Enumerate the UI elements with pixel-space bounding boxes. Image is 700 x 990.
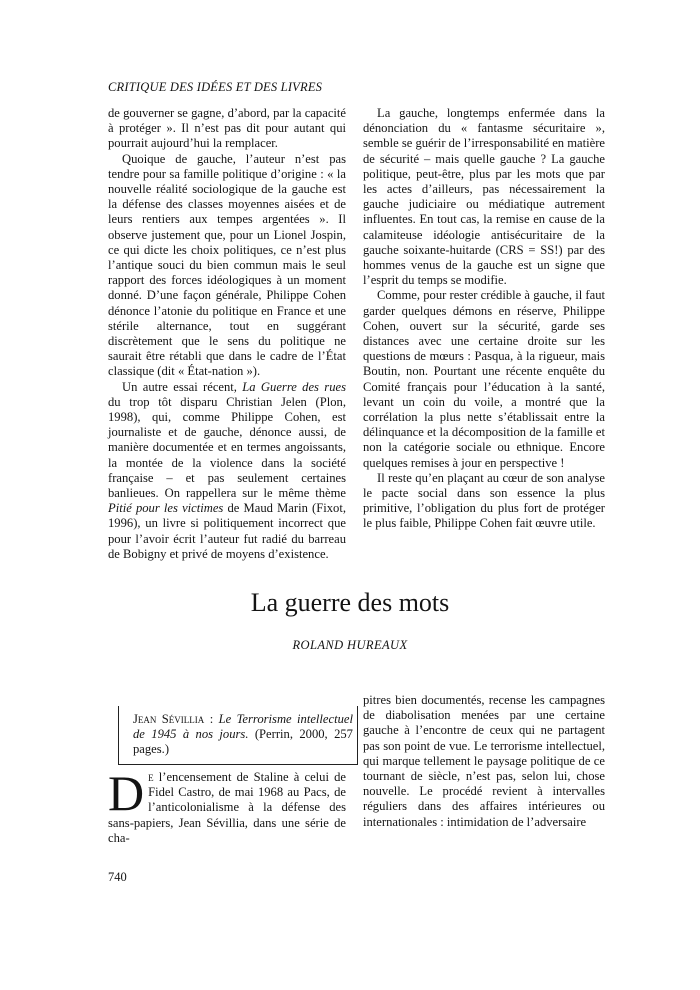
- paragraph: Comme, pour rester crédible à gauche, il faut garder quelques démons en réserve, Philippe Cohen, ouvert sur la sécurité, garde ses distances avec une certaine droite sur les questions de mœurs : Pasqua, à la rigueur, mais Boutin, non. Pourtant une récente enquête du Comité français pour l’éducation à la santé, levant un coin du voile, a montré que la corrélation la plus nette s’établissait entre la délinquance et la décomposition de la famille et non la catégorie sociale ou ethnique. Encore quelques remises à jour en perspective !: [363, 288, 605, 470]
- book-details: (Perrin, 2000, 257 pages.): [133, 727, 353, 757]
- book-title: Le Terrorisme intellectuel de 1945 à nos jours.: [133, 712, 353, 742]
- right-column: [363, 106, 605, 532]
- separator: :: [204, 712, 219, 726]
- page-number: 740: [108, 870, 127, 884]
- left-column: [108, 106, 346, 562]
- paragraph: de gouverner se gagne, d’abord, par la capacité à protéger ». Il n’est pas dit pour autant qui pourrait aujourd’hui la remplacer.: [108, 106, 346, 151]
- paragraph: La gauche, longtemps enfermée dans la dénonciation du « fantasme sécuritaire », semble se guérir de l’irresponsabilité en matière de sécurité – mais quelle gauche ? La gauche politique, peut-être, plus par les mots que par les actes d’ailleurs, pas nécessairement la gauche judiciaire ou médiatique autrement influentes. En tout cas, la remise en cause de la calamiteuse idéologie antisécuritaire de la gauche soixante-huitarde (CRS = SS!) par des hommes venus de la gauche est un signe que l’esprit du temps se modifie.: [363, 106, 605, 288]
- book-author: Jean Sévillia: [133, 712, 205, 726]
- article-title: La guerre des mots: [250, 588, 450, 617]
- article-body-left: [108, 765, 346, 846]
- paragraph: Il reste qu’en plaçant au cœur de son analyse le pacte social dans son essence la plus primitive, l’obligation du plus fort de protéger le plus faible, Philippe Cohen fait œuvre utile.: [363, 470, 605, 531]
- book-reference-box: [118, 706, 358, 765]
- paragraph: [108, 380, 346, 562]
- text-run: du trop tôt disparu Christian Jelen (Plon, 1998), qui, comme Philippe Cohen, est journaliste et de gauche, dénonce aussi, de manière documentée et en termes angoissants, la montée de la violence dans la société française – et pas seulement certaines banlieues. On rappellera sur le même thème: [108, 394, 346, 501]
- text-run: de Maud Marin (Fixot, 1996), un livre si politiquement incorrect que pour l’avoir écrit l’auteur fut radié du barreau de Bobigny et privé de moyens d’existence.: [108, 501, 346, 561]
- body-text: l’encensement de Staline à celui de Fidel Castro, de mai 1968 au Pacs, de l’anticolonialisme à la défense des sans-papiers, Jean Sévillia, dans une série de cha-: [108, 770, 346, 845]
- paragraph: Quoique de gauche, l’auteur n’est pas tendre pour sa famille politique d’origine : « la nouvelle réalité sociologique de la gauche est la défense des classes moyennes aisées et de leurs rentiers aux tempes argentées ». Il observe justement que, pour un Lionel Jospin, ce qui dicte les choix politiques, ce n’est plus l’antique souci du bien commun mais le seul rapport des forces idéologiques à un moment donné. D’une façon générale, Philippe Cohen dénonce l’atonie du politique en France et une stérile alternance, tout en suggérant discrètement que le sens du politique ne saurait être rétabli que dans le cadre de l’État classique (dit « État-nation »).: [108, 151, 346, 379]
- text-run: Un autre essai récent,: [122, 379, 243, 394]
- book-title: La Guerre des rues: [242, 379, 346, 394]
- lead-letters: e: [148, 770, 154, 784]
- article-author: ROLAND HUREAUX: [292, 638, 408, 652]
- drop-cap: D: [108, 765, 145, 821]
- article-body-right: pitres bien documentés, recense les campagnes de diabolisation menées par une certaine gauche à l’encontre de ceux qui ne partagent pas son point de vue. Le terrorisme intellectuel, qui marque tellement le paysage politique de ce tournant de siècle, n’est pas, selon lui, chose nouvelle. Le procédé revient à intervalles réguliers dans des affaires intérieures ou internationales : intimidation de l’adversaire: [363, 693, 605, 829]
- running-head: CRITIQUE DES IDÉES ET DES LIVRES: [108, 80, 323, 94]
- book-title: Pitié pour les victimes: [108, 501, 224, 516]
